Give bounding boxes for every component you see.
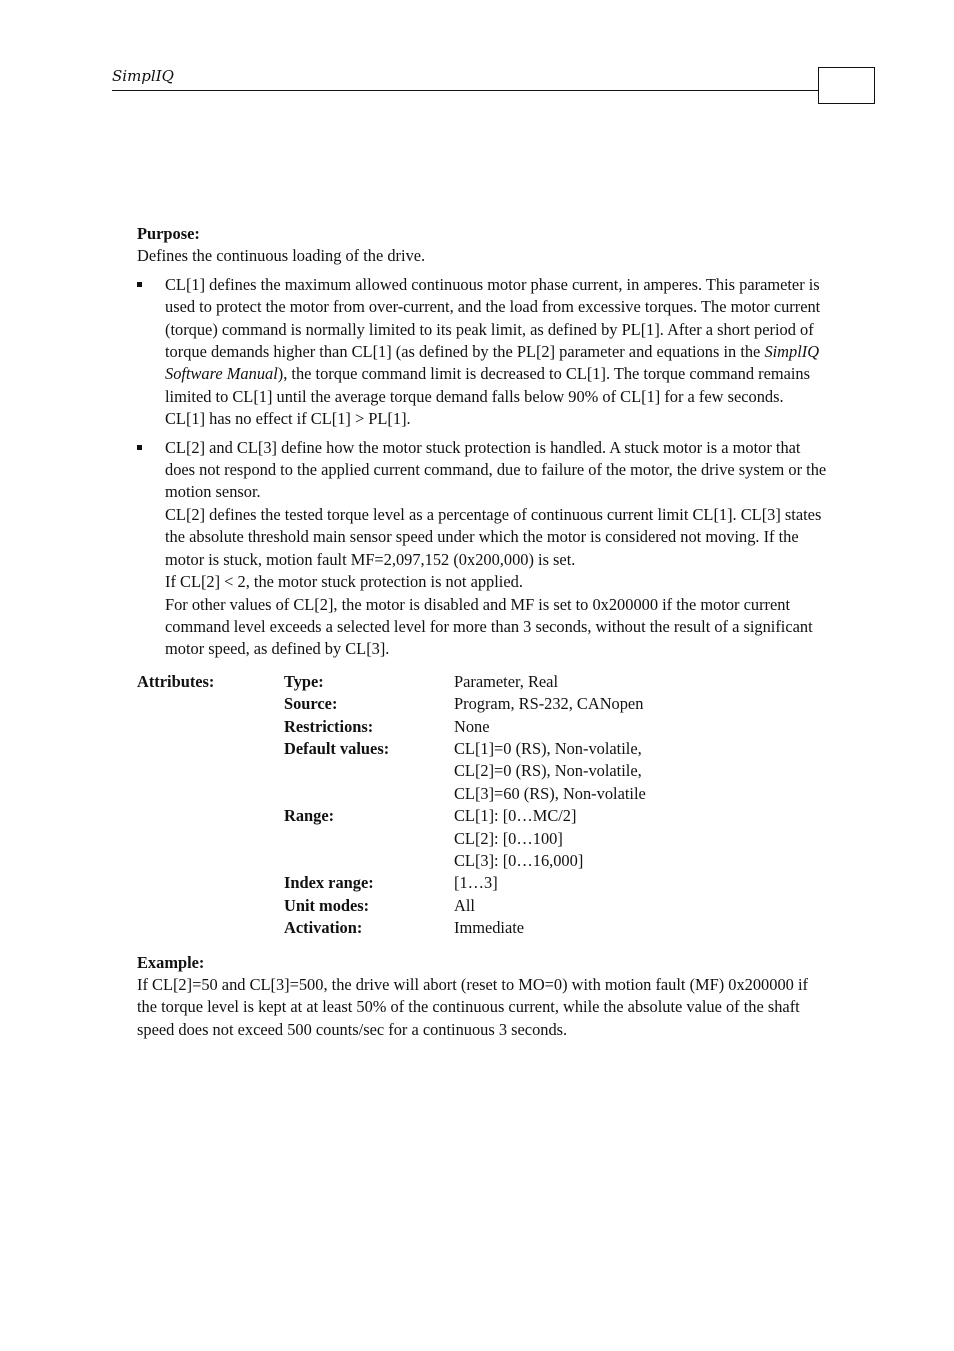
- table-row: [137, 716, 646, 738]
- attribute-label: Index range:: [284, 873, 374, 893]
- table-row: [137, 760, 646, 782]
- bullet1-text-part1: CL[1] defines the maximum allowed continuous motor phase current, in amperes. This parameter is used to protect the motor from over-current, and the load from excessive torques. The motor current (torque) command is normally limited to its peak limit, as defined by PL[1]. After a short period of torque demands higher than CL[1] (as defined by the PL[2] parameter and equations in the: [165, 274, 821, 362]
- manual-title: SimplIQ Software Manual: [165, 342, 820, 384]
- purpose-intro: Defines the continuous loading of the drive.: [137, 246, 426, 266]
- attribute-value: CL[1]: [0…MC/2]: [454, 806, 577, 826]
- bullet-square-icon: [137, 445, 142, 450]
- header-divider: [112, 90, 818, 91]
- attribute-label: Range:: [284, 806, 335, 826]
- bullet2-paragraph-1: CL[2] and CL[3] define how the motor stuck protection is handled. A stuck motor is a motor that does not respond to the applied current command, due to failure of the motor, the drive system or the motion sensor.: [165, 437, 827, 502]
- bullet2-paragraph-2: CL[2] defines the tested torque level as a percentage of continuous current limit CL[1]. CL[3] states the absolute threshold main sensor speed under which the motor is considered not moving. If the motor is stuck, motion fault MF=2,097,152 (0x200,000) is set.: [165, 504, 822, 569]
- attribute-label: Source:: [284, 694, 338, 714]
- list-item: [137, 437, 827, 661]
- example-heading: Example:: [137, 952, 205, 972]
- attribute-label: Restrictions:: [284, 716, 374, 736]
- attribute-value: CL[3]=60 (RS), Non-volatile: [454, 783, 646, 803]
- table-row: [137, 783, 646, 805]
- example-text: If CL[2]=50 and CL[3]=500, the drive will abort (reset to MO=0) with motion fault (MF) 0x200000 if the torque level is kept at at least 50% of the continuous current, while the absolute value of the shaft speed does not exceed 500 counts/sec for a continuous 3 seconds.: [137, 975, 808, 1039]
- list-item: [137, 274, 827, 431]
- table-row: [137, 671, 646, 693]
- bullet1-paragraph: [165, 274, 827, 431]
- attribute-value: Program, RS-232, CANopen: [454, 694, 644, 714]
- attribute-value: CL[2]: [0…100]: [454, 828, 563, 848]
- table-row: [137, 872, 646, 894]
- table-row: [137, 850, 646, 872]
- page-number-box: [818, 67, 875, 104]
- table-row: [137, 805, 646, 827]
- attribute-label: Type:: [284, 671, 324, 691]
- attribute-value: [1…3]: [454, 873, 498, 893]
- purpose-heading: Purpose:: [137, 224, 200, 243]
- attribute-value: CL[1]=0 (RS), Non-volatile,: [454, 738, 642, 758]
- attribute-label: Activation:: [284, 918, 363, 938]
- bullet2-paragraph-3: If CL[2] < 2, the motor stuck protection is not applied.: [165, 572, 523, 592]
- attributes-table: [137, 671, 646, 940]
- document-body: [137, 223, 827, 1041]
- bullet2-paragraph-4: For other values of CL[2], the motor is disabled and MF is set to 0x200000 if the motor current command level exceeds a selected level for more than 3 seconds, without the result of a significant motor speed, as defined by CL[3].: [165, 594, 813, 659]
- table-row: [137, 895, 646, 917]
- attribute-value: All: [454, 895, 475, 915]
- attribute-label: Default values:: [284, 738, 390, 758]
- table-row: [137, 693, 646, 715]
- header-title: SimplIQ: [112, 67, 174, 85]
- attribute-value: Parameter, Real: [454, 671, 559, 691]
- attributes-heading: Attributes:: [137, 671, 215, 691]
- attribute-value: CL[3]: [0…16,000]: [454, 850, 584, 870]
- table-row: [137, 738, 646, 760]
- attribute-value: CL[2]=0 (RS), Non-volatile,: [454, 761, 642, 781]
- purpose-bullet-list: [137, 274, 827, 661]
- bullet-square-icon: [137, 282, 142, 287]
- attributes-table-body: [137, 671, 646, 940]
- attribute-value: None: [454, 716, 490, 736]
- table-row: [137, 828, 646, 850]
- attribute-label: Unit modes:: [284, 895, 370, 915]
- bullet1-text-part2: ), the torque command limit is decreased to CL[1]. The torque command remains limited to CL[1] until the average torque demand falls below 90% of CL[1] for a few seconds. CL[1] has no effect if CL[1] > PL[1].: [165, 364, 811, 429]
- attribute-value: Immediate: [454, 918, 525, 938]
- table-row: [137, 917, 646, 939]
